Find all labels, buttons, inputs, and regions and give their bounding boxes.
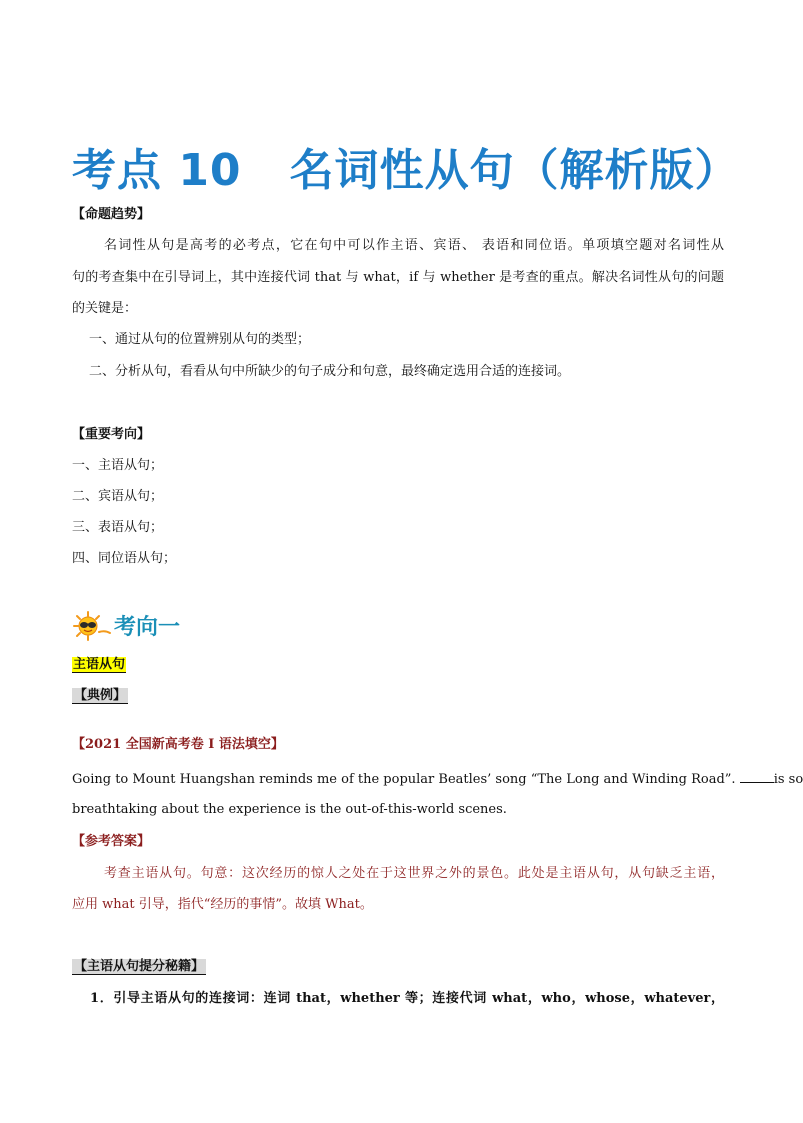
trend-paragraph-line2: 句的考查集中在引导词上，其中连接代词 that 与 what，if 与 whether 是考查的重点。解决名词性从句的问题 — [72, 270, 724, 285]
trend-point1: 一、通过从句的位置辨别从句的类型； — [89, 332, 311, 347]
example-tag-line — [72, 686, 724, 706]
topic-highlight: 主语从句 — [73, 657, 126, 672]
trend-paragraph-line3: 的关键是： — [72, 301, 138, 316]
example-tag: 【典例】 — [74, 688, 127, 703]
title-part1: 考点 10 — [72, 145, 242, 196]
answer-line1: 考查主语从句。句意：这次经历的惊人之处在于这世界之外的景色。此处是主语从句，从句缺乏主语， — [104, 866, 724, 881]
question-line1 — [72, 770, 803, 790]
direction-item: 三、表语从句； — [72, 520, 164, 535]
question-text-tail: is so — [773, 772, 803, 787]
direction-item: 一、主语从句； — [72, 458, 164, 473]
question-source: 【2021 全国新高考卷 I 语法填空】 — [72, 737, 284, 752]
tips-tag: 【主语从句提分秘籍】 — [74, 959, 205, 974]
title-part2: 名词性从句（解析版） — [289, 145, 740, 196]
topic-line — [72, 655, 724, 675]
tip-item: 1．引导主语从句的连接词：连词 that，whether 等；连接代词 what，who，whose，whatever， — [90, 991, 724, 1006]
direction-item: 二、宾语从句； — [72, 489, 164, 504]
section-heading — [72, 608, 372, 644]
trend-paragraph-line1: 名词性从句是高考的必考点，它在句中可以作主语、宾语、 表语和同位语。单项填空题对名词性从 — [104, 238, 724, 253]
page-title — [72, 134, 740, 198]
answer-blank — [740, 770, 774, 783]
answer-line2: 应用 what 引导，指代“经历的事情”。故填 What。 — [72, 897, 373, 912]
directions-heading: 【重要考向】 — [72, 427, 151, 442]
section-label: 考向一 — [114, 615, 181, 640]
answer-tag: 【参考答案】 — [72, 834, 151, 849]
trend-heading: 【命题趋势】 — [72, 207, 151, 222]
direction-item: 四、同位语从句； — [72, 551, 177, 566]
trend-point2: 二、分析从句，看看从句中所缺少的句子成分和句意，最终确定选用合适的连接词。 — [89, 364, 571, 379]
question-line2: breathtaking about the experience is the out-of-this-world scenes. — [72, 802, 507, 817]
tips-tag-line — [72, 957, 724, 977]
sun-glasses-icon — [72, 610, 112, 640]
question-text: Going to Mount Huangshan reminds me of the popular Beatles’ song “The Long and Winding Road”. — [72, 772, 736, 787]
